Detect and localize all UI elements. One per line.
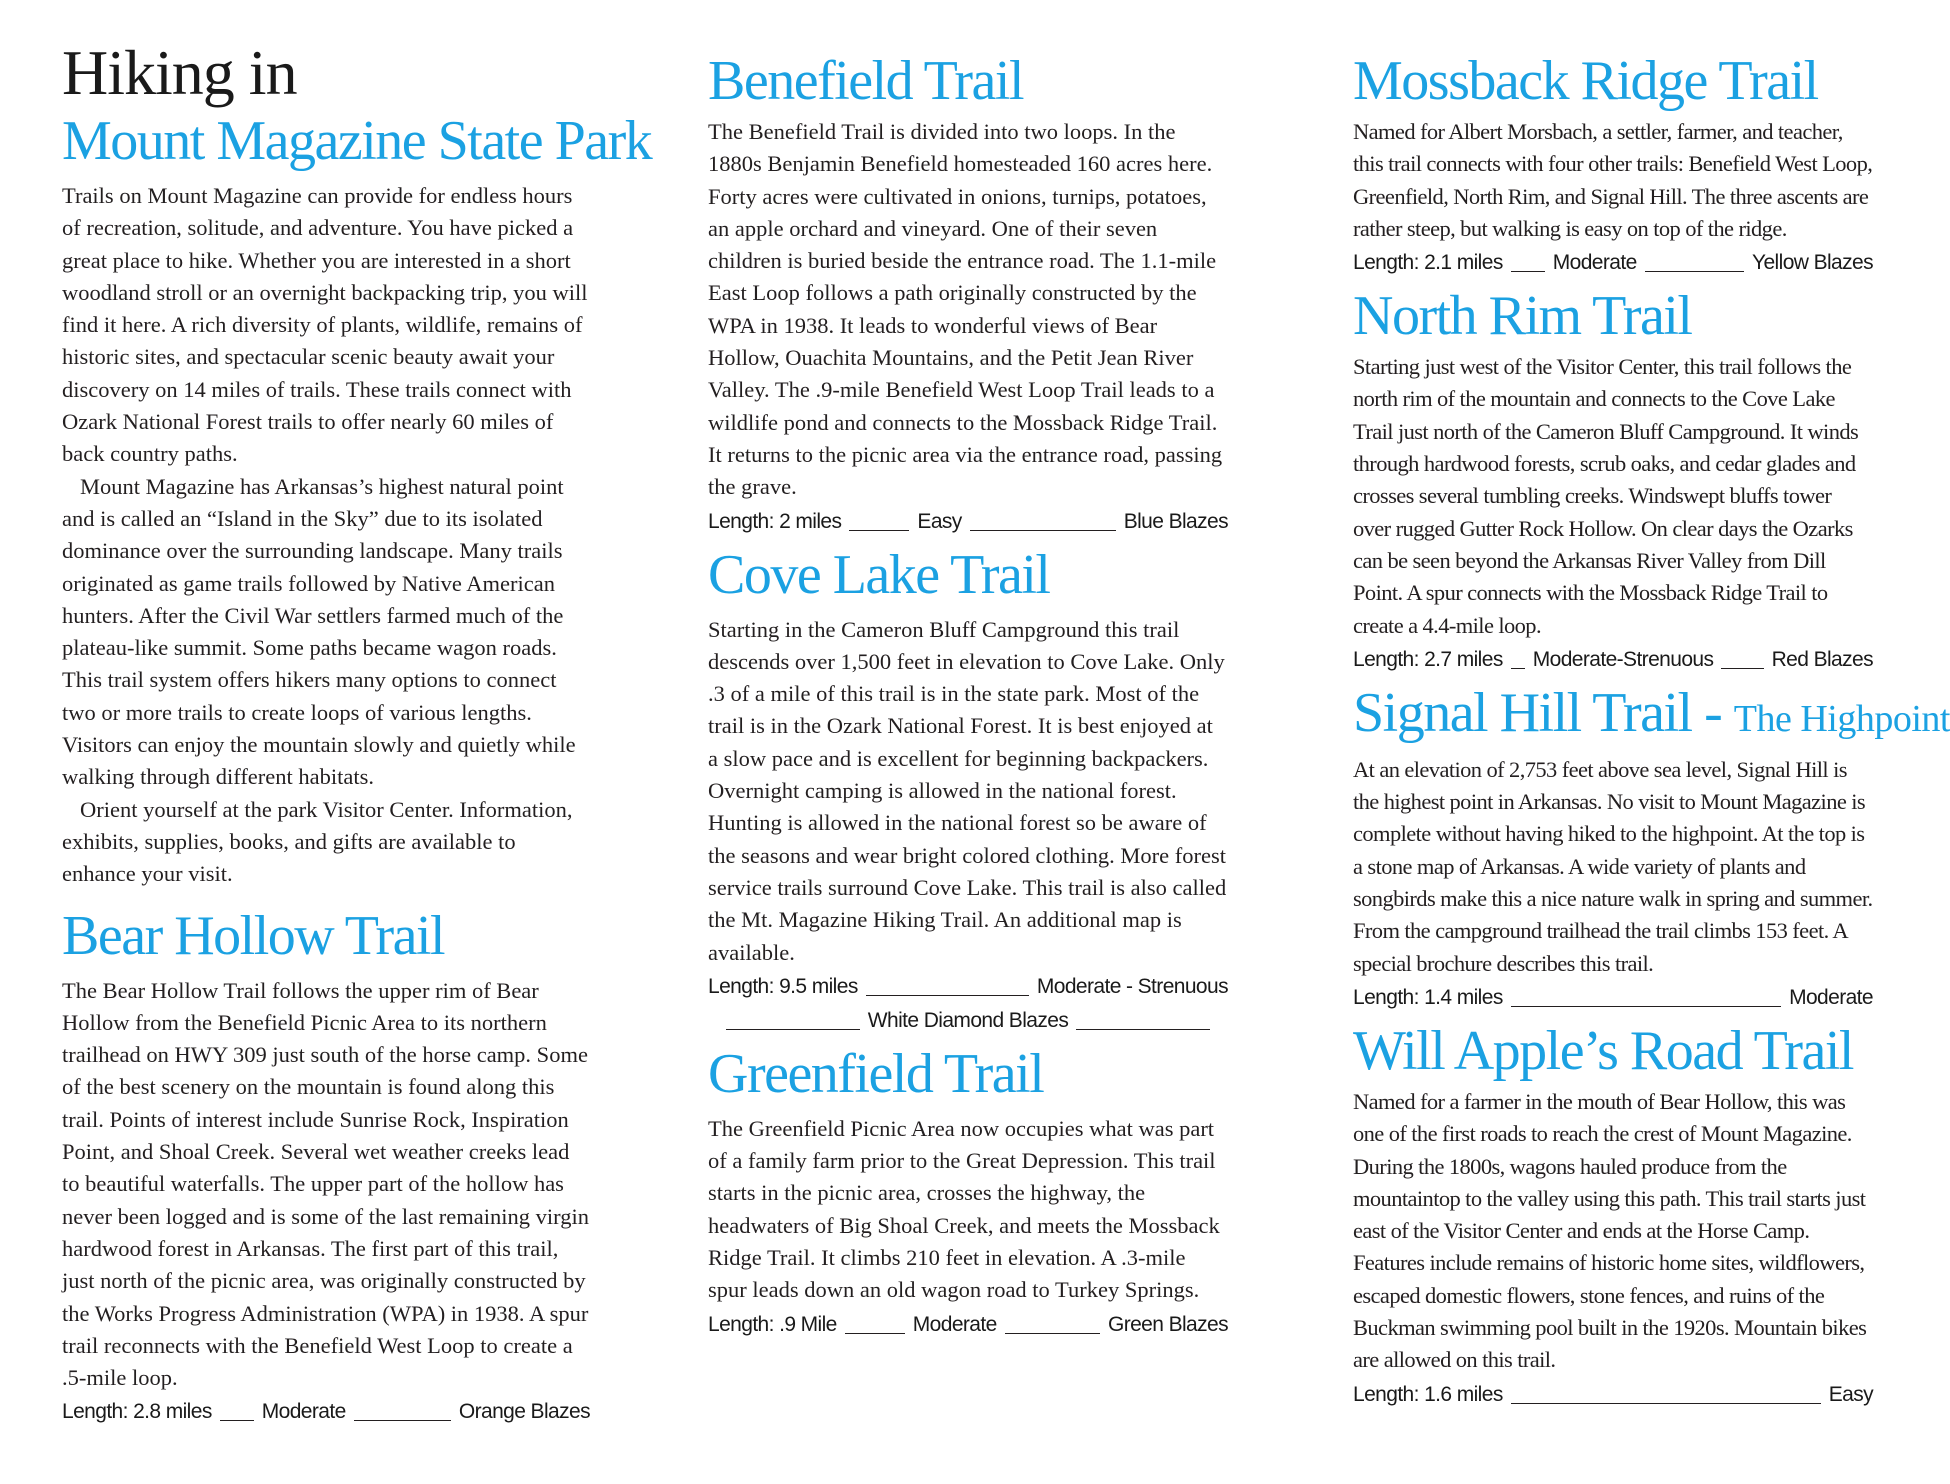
blank-rule bbox=[354, 1420, 451, 1421]
trail-title: Benefield Trail bbox=[708, 50, 1024, 112]
blank-rule bbox=[1721, 668, 1763, 669]
trail-section-benefield bbox=[708, 50, 1228, 538]
trail-length-line bbox=[1353, 247, 1873, 279]
trail-description: The Benefield Trail is divided into two loops. In the 1880s Benjamin Benefield homesteaded 160 acres here. Forty acres were cultivated in onions, turnips, potatoes, an apple orchard and vineyard. One of their seven children is buried beside the entrance road. The 1.1-mile East Loop follows a path originally constructed by the WPA in 1938. It leads to wonderful views of Bear Hollow, Ouachita Mountains, and the Petit Jean River Valley. The .9-mile Benefield West Loop Trail leads to a wildlife pond and connects to the Mossback Ridge Trail. It returns to the picnic area via the entrance road, passing the grave. bbox=[708, 119, 1223, 500]
blank-rule bbox=[1511, 1403, 1821, 1404]
trail-section-mossback bbox=[1353, 50, 1873, 279]
trail-title: Mossback Ridge Trail bbox=[1353, 50, 1818, 112]
blank-rule bbox=[1645, 271, 1744, 272]
blank-rule bbox=[845, 1333, 905, 1334]
trail-title: Greenfield Trail bbox=[708, 1042, 1044, 1105]
trail-difficulty: Easy bbox=[917, 509, 962, 533]
trail-section-north-rim bbox=[1353, 285, 1873, 676]
intro-paragraph-2: Mount Magazine has Arkansas’s highest natural point and is called an “Island in the Sky” due to its isolated dominance over the surrounding landscape. Many trails originated as game trails followed by Native American hunters. After the Civil War settlers farmed much of the plateau-like summit. Some paths became wagon roads. This trail system offers hikers many options to connect two or more trails to create loops of various lengths. Visitors can enjoy the mountain slowly and quietly while walking through different habitats. bbox=[62, 473, 576, 790]
trail-length: Length: 1.4 miles bbox=[1353, 985, 1503, 1009]
blank-rule bbox=[1511, 1006, 1781, 1007]
trail-description: Named for Albert Morsbach, a settler, farmer, and teacher, this trail connects with four other trails: Benefield West Loop, Greenfield, North Rim, and Signal Hill. The three ascents are rather steep, but walking is easy on top of the ridge. bbox=[1353, 119, 1873, 241]
trail-difficulty: Moderate bbox=[1552, 251, 1637, 275]
trail-difficulty: Moderate bbox=[1789, 985, 1873, 1009]
trail-length-line bbox=[1353, 982, 1873, 1014]
blank-rule bbox=[726, 1029, 860, 1030]
trail-blazes: Orange Blazes bbox=[458, 1400, 590, 1424]
trail-length-line bbox=[708, 506, 1228, 538]
trail-title: Bear Hollow Trail bbox=[62, 904, 445, 967]
blank-rule bbox=[1511, 271, 1545, 272]
trail-length-line bbox=[708, 971, 1228, 1003]
trail-title: Cove Lake Trail bbox=[708, 543, 1050, 606]
trail-description: Starting in the Cameron Bluff Campground this trail descends over 1,500 feet in elevation to Cove Lake. Only .3 of a mile of this trail is in the state park. Most of the trail is in the Ozark National Forest. It is best enjoyed at a slow pace and is excellent for beginning backpackers. Overnight camping is allowed in the national forest. Hunting is allowed in the national forest so be aware of the seasons and wear bright colored clothing. More forest service trails surround Cove Lake. This trail is also called the Mt. Magazine Hiking Trail. An additional map is available. bbox=[708, 616, 1227, 965]
trail-length: Length: 2 miles bbox=[708, 509, 842, 533]
trail-description: Starting just west of the Visitor Center, this trail follows the north rim of the mountain and connects to the Cove Lake Trail just north of the Cameron Bluff Campground. It winds through hardwood forests, scrub oaks, and cedar glades and crosses several tumbling creeks. Windswept bluffs tower over rugged Gutter Rock Hollow. On clear days the Ozarks can be seen beyond the Arkansas River Valley from Dill Point. A spur connects with the Mossback Ridge Trail to create a 4.4-mile loop. bbox=[1353, 354, 1859, 638]
trail-length: Length: 1.6 miles bbox=[1353, 1382, 1503, 1406]
trail-blazes: Blue Blazes bbox=[1123, 509, 1228, 533]
trail-description: The Greenfield Picnic Area now occupies what was part of a family farm prior to the Great Depression. This trail starts in the picnic area, crosses the highway, the headwaters of Big Shoal Creek, and meets the Mossback Ridge Trail. It climbs 210 feet in elevation. A .3-mile spur leads down an old wagon road to Turkey Springs. bbox=[708, 1115, 1220, 1303]
trail-blazes-line bbox=[708, 1005, 1228, 1037]
intro-paragraph-1: Trails on Mount Magazine can provide for endless hours of recreation, solitude, and adventure. You have picked a great place to hike. Whether you are interested in a short woodland stroll or an overnight backpacking trip, you will find it here. A rich diversity of plants, wildlife, remains of historic sites, and spectacular scenic beauty await your discovery on 14 miles of trails. These trails connect with Ozark National Forest trails to offer nearly 60 miles of back country paths. bbox=[62, 183, 588, 467]
trail-length-line bbox=[708, 1309, 1228, 1341]
trail-title: Signal Hill Trail - bbox=[1353, 681, 1734, 744]
trail-description: The Bear Hollow Trail follows the upper rim of Bear Hollow from the Benefield Picnic Area to its northern trailhead on HWY 309 just south of the horse camp. Some of the best scenery on the mountain is found along this trail. Points of interest include Sunrise Rock, Inspiration Point, and Shoal Creek. Several wet weather creeks lead to beautiful waterfalls. The upper part of the hollow has never been logged and is some of the last remaining virgin hardwood forest in Arkansas. The first part of this trail, just north of the picnic area, was originally constructed by the Works Progress Administration (WPA) in 1938. A spur trail reconnects with the Benefield West Loop to create a .5-mile loop. bbox=[62, 977, 589, 1391]
brochure-title-line1: Hiking in bbox=[62, 37, 297, 108]
trail-blazes: Yellow Blazes bbox=[1752, 251, 1873, 275]
blank-rule bbox=[220, 1420, 254, 1421]
trail-difficulty: Moderate - Strenuous bbox=[1036, 974, 1228, 998]
trail-length-line bbox=[62, 1396, 590, 1428]
blank-rule bbox=[1511, 668, 1525, 669]
trail-length: Length: 2.8 miles bbox=[62, 1400, 212, 1424]
trail-blazes: Green Blazes bbox=[1107, 1312, 1228, 1336]
trail-length: Length: 9.5 miles bbox=[708, 974, 858, 998]
brochure-title-park: Mount Magazine State Park bbox=[62, 110, 652, 172]
trail-description: Named for a farmer in the mouth of Bear Hollow, this was one of the first roads to reach the crest of Mount Magazine. During the 1800s, wagons hauled produce from the mountaintop to the valley using this path. This trail starts just east of the Visitor Center and ends at the Horse Camp. Features include remains of historic home sites, wildflowers, escaped domestic flowers, stone fences, and ruins of the Buckman swimming pool built in the 1920s. Mountain bikes are allowed on this trail. bbox=[1353, 1088, 1867, 1373]
trail-subtitle: The Highpoint bbox=[1733, 697, 1950, 740]
trail-length-line bbox=[1353, 1379, 1873, 1411]
column-middle bbox=[708, 30, 1228, 1347]
trail-blazes: White Diamond Blazes bbox=[867, 1008, 1069, 1032]
trail-difficulty: Moderate-Strenuous bbox=[1532, 647, 1714, 671]
blank-rule bbox=[866, 995, 1029, 996]
trail-length: Length: .9 Mile bbox=[708, 1312, 837, 1336]
trail-section-signal-hill bbox=[1353, 681, 1950, 1014]
trail-title-row bbox=[1353, 681, 1950, 750]
blank-rule bbox=[849, 530, 909, 531]
column-right bbox=[1353, 30, 1950, 1417]
trail-difficulty: Moderate bbox=[912, 1312, 997, 1336]
trail-section-cove-lake bbox=[708, 544, 1228, 1037]
trail-title: North Rim Trail bbox=[1353, 285, 1692, 348]
trail-length: Length: 2.1 miles bbox=[1353, 251, 1503, 275]
blank-rule bbox=[1005, 1333, 1100, 1334]
trail-section-greenfield bbox=[708, 1043, 1228, 1341]
trail-difficulty: Easy bbox=[1828, 1382, 1873, 1406]
blank-rule bbox=[970, 530, 1116, 531]
trail-section-bear-hollow bbox=[62, 905, 590, 1429]
trail-blazes: Red Blazes bbox=[1771, 647, 1873, 671]
trail-difficulty: Moderate bbox=[261, 1400, 346, 1424]
trail-length: Length: 2.7 miles bbox=[1353, 647, 1503, 671]
blank-rule bbox=[1076, 1029, 1210, 1030]
trail-length-line bbox=[1353, 644, 1873, 676]
column-left bbox=[62, 30, 652, 1434]
trail-section-will-apple bbox=[1353, 1020, 1873, 1411]
intro-paragraph-3: Orient yourself at the park Visitor Center. Information, exhibits, supplies, books, and gifts are available to enhance your visit. bbox=[62, 796, 573, 887]
trail-title: Will Apple’s Road Trail bbox=[1353, 1019, 1853, 1082]
trail-description: At an elevation of 2,753 feet above sea level, Signal Hill is the highest point in Arkansas. No visit to Mount Magazine is complete without having hiked to the highpoint. At the top is a stone map of Arkansas. A wide variety of plants and songbirds make this a nice nature walk in spring and summer. From the campground trailhead the trail climbs 153 feet. A special brochure describes this trail. bbox=[1353, 756, 1873, 976]
